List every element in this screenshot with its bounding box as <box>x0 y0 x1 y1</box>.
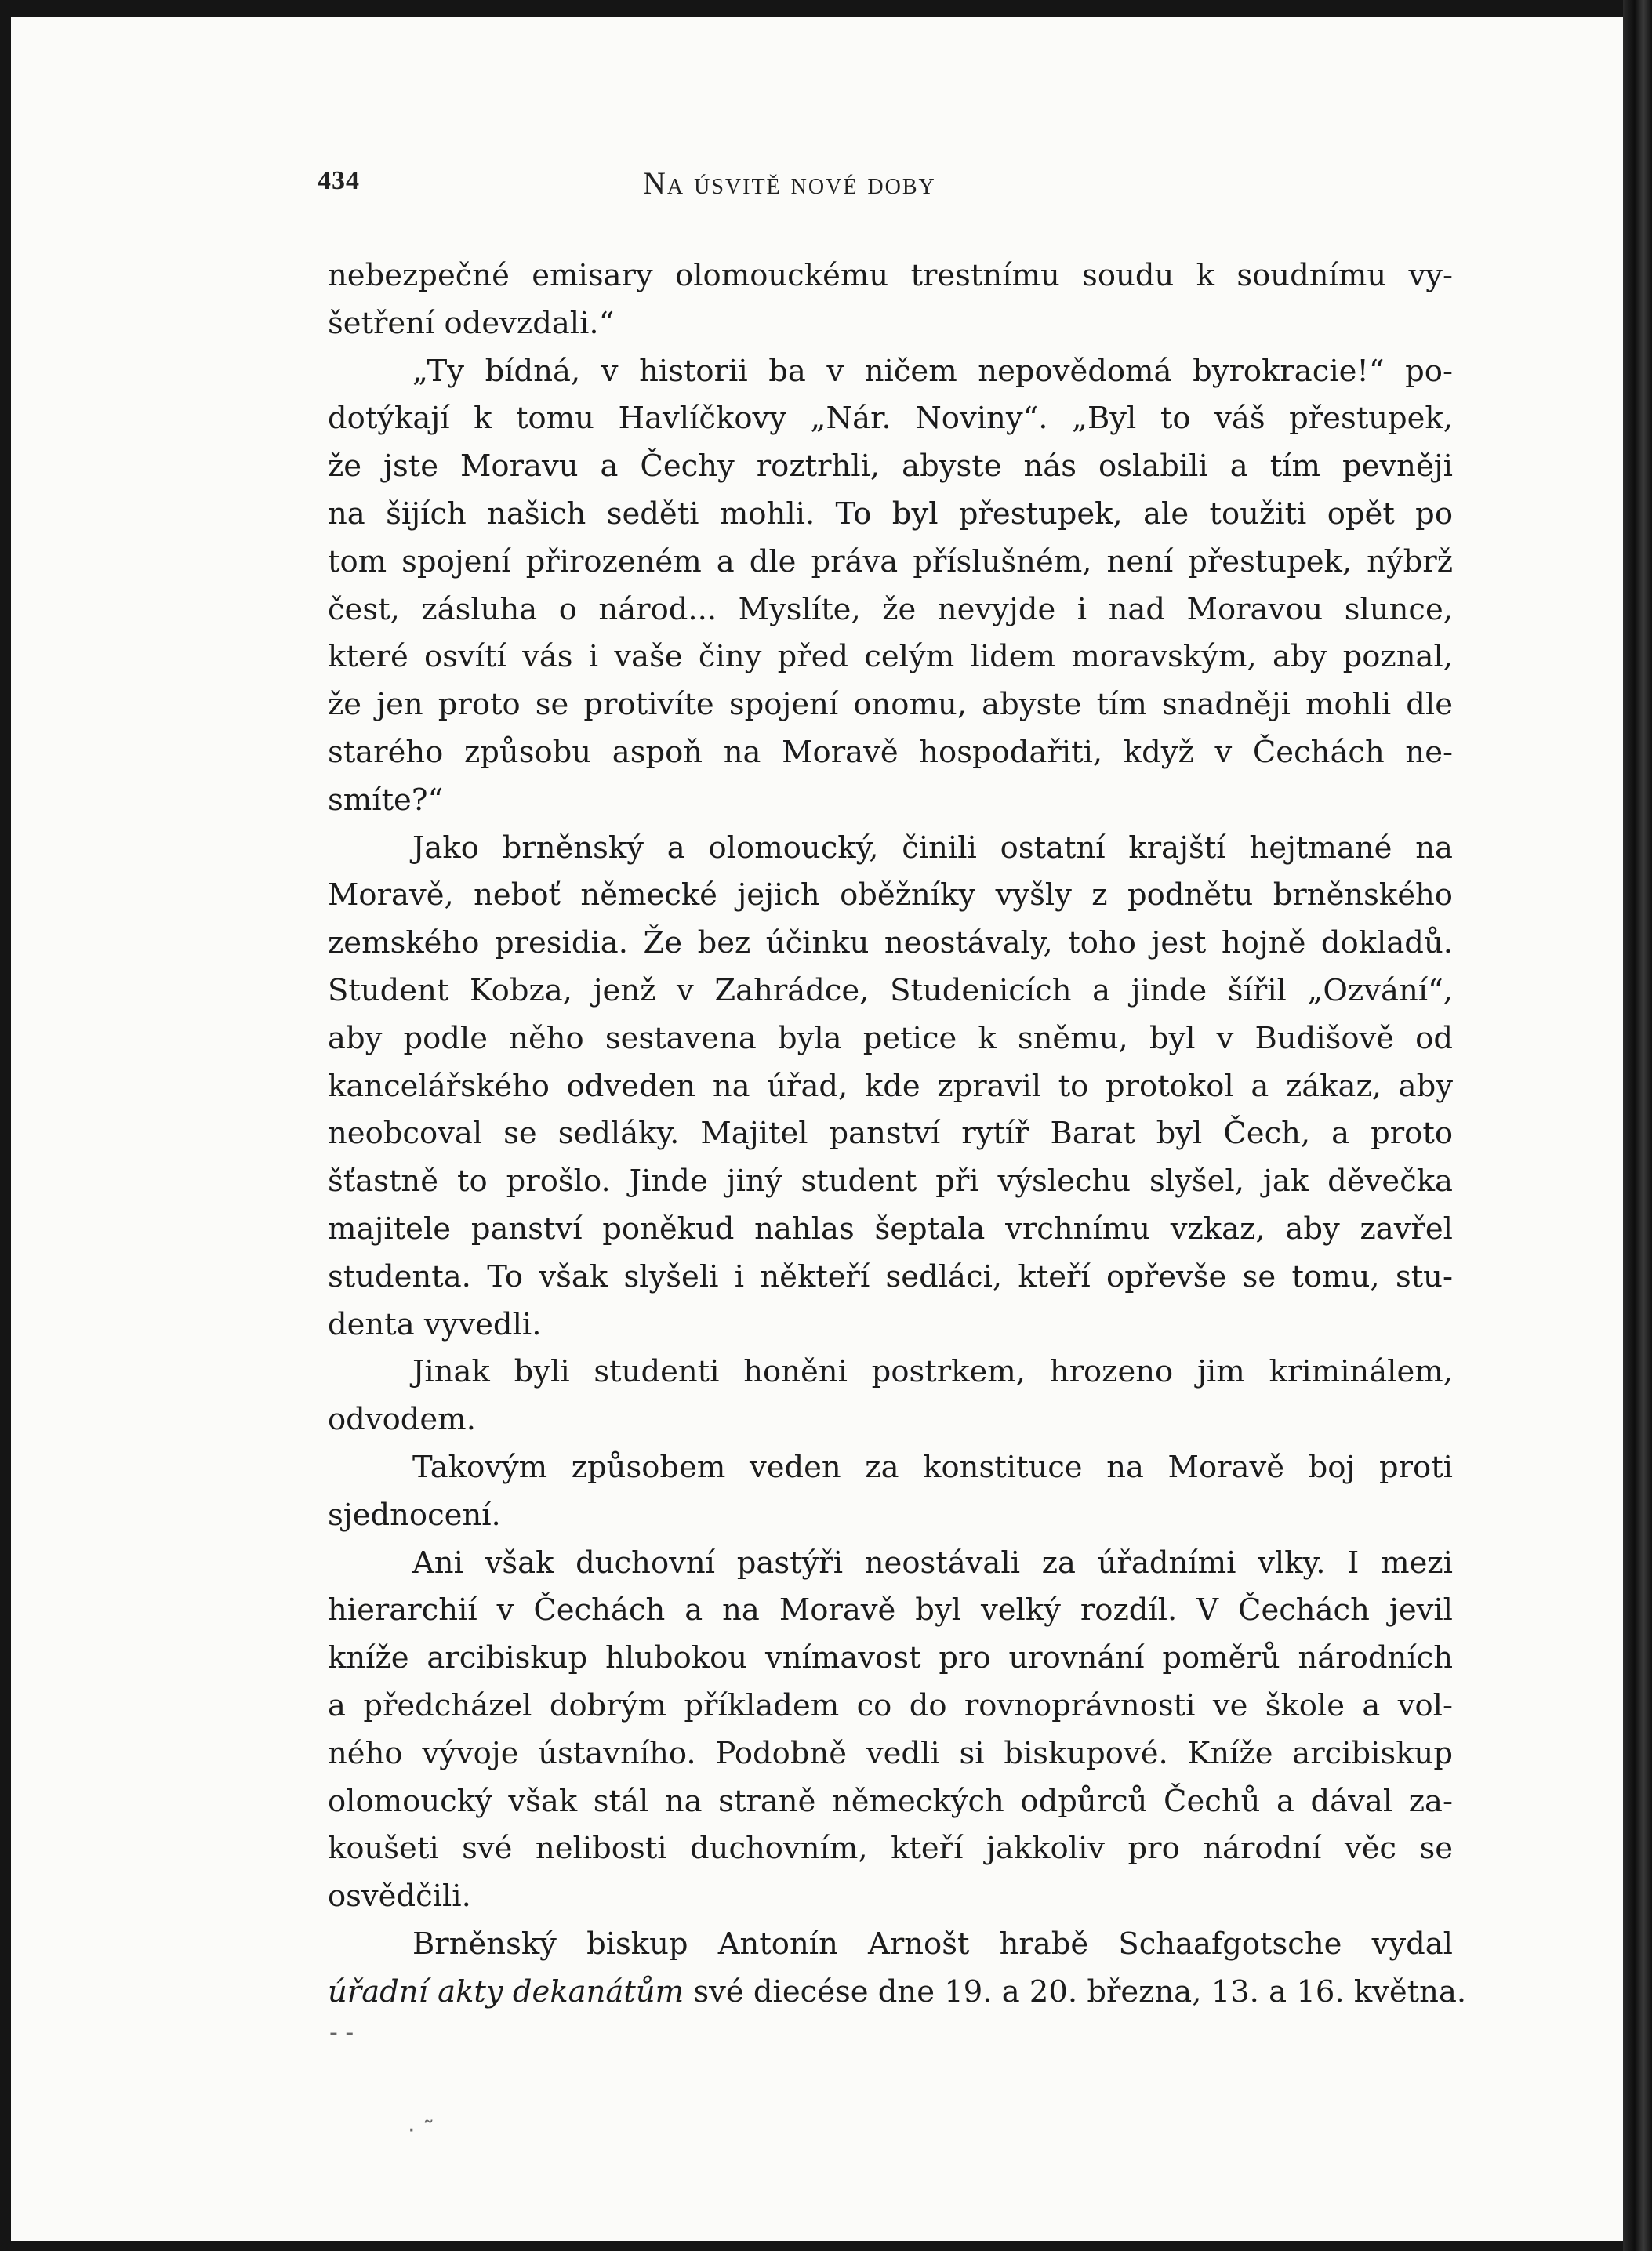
text-line: a předcházel dobrým příkladem co do rovnoprávnosti ve škole a vol- <box>328 1687 1453 1723</box>
text-line: ného vývoje ústavního. Podobně vedli si biskupové. Kníže arcibiskup <box>328 1735 1453 1771</box>
text-line: majitele panství poněkud nahlas šeptala vrchnímu vzkaz, aby zavřel <box>328 1211 1453 1247</box>
scan-speck: · ˜ <box>408 2117 435 2144</box>
scan-speck: ‐ ‐ <box>329 2019 354 2046</box>
text-line: kancelářského odveden na úřad, kde zpravil to protokol a zákaz, aby <box>328 1068 1453 1104</box>
text-line: na šijích našich seděti mohli. To byl přestupek, ale toužiti opět po <box>328 496 1453 532</box>
text-line: které osvítí vás i vaše činy před celým lidem moravským, aby poznal, <box>328 639 1453 675</box>
text-line: starého způsobu aspoň na Moravě hospodařiti, když v Čechách ne- <box>328 734 1453 770</box>
running-title: Na úsvitě nové doby <box>643 165 936 201</box>
text-line: denta vyvedli. <box>328 1306 542 1342</box>
text-line: smíte?“ <box>328 782 444 818</box>
text-line: studenta. To však slyšeli i někteří sedláci, kteří opřevše se tomu, stu- <box>328 1258 1453 1294</box>
text-line-final <box>328 1969 1467 2017</box>
text-line: nebezpečné emisary olomouckému trestnímu soudu k soudnímu vy- <box>328 258 1453 293</box>
text-line-rest: své diecése dne 19. a 20. března, 13. a 16. května. <box>684 1973 1467 2010</box>
body-text <box>328 252 1467 2016</box>
text-line: olomoucký však stál na straně německých odpůrců Čechů a dával za- <box>328 1783 1453 1819</box>
page-edge-shadow <box>1623 0 1652 2251</box>
text-line: kníže arcibiskup hlubokou vnímavost pro urovnání poměrů národních <box>328 1640 1453 1676</box>
page-number: 434 <box>318 166 360 195</box>
text-line: koušeti své nelibosti duchovním, kteří jakkoliv pro národní věc se <box>328 1831 1453 1867</box>
text-line: Ani však duchovní pastýři neostávali za úřadními vlky. I mezi <box>412 1545 1453 1581</box>
text-line: Student Kobza, jenž v Zahrádce, Studenicích a jinde šířil „Ozvání“, <box>328 972 1453 1008</box>
text-line: odvodem. <box>328 1402 476 1438</box>
text-line: šetření odevzdali.“ <box>328 305 615 341</box>
text-line: že jste Moravu a Čechy roztrhli, abyste nás oslabili a tím pevněji <box>328 448 1453 485</box>
text-line: hierarchií v Čechách a na Moravě byl velký rozdíl. V Čechách jevil <box>328 1592 1453 1628</box>
text-line: že jen proto se protivíte spojení onomu, abyste tím snadněji mohli dle <box>328 687 1453 723</box>
text-line: tom spojení přirozeném a dle práva příslušném, není přestupek, nýbrž <box>328 543 1453 579</box>
text-line: čest, zásluha o národ... Myslíte, že nevyjde i nad Moravou slunce, <box>328 591 1453 627</box>
text-line: dotýkají k tomu Havlíčkovy „Nár. Noviny“. „Byl to váš přestupek, <box>328 401 1453 437</box>
text-line: aby podle něho sestavena byla petice k sněmu, byl v Budišově od <box>328 1020 1453 1056</box>
text-line: šťastně to prošlo. Jinde jiný student při výslechu slyšel, jak děvečka <box>328 1164 1453 1200</box>
text-line: neobcoval se sedláky. Majitel panství rytíř Barat byl Čech, a proto <box>328 1116 1453 1152</box>
text-line: zemského presidia. Že bez účinku neostávaly, toho jest hojně dokladů. <box>328 925 1453 961</box>
text-line: Moravě, neboť německé jejich oběžníky vyšly z podnětu brněnského <box>328 877 1453 913</box>
text-line: Brněnský biskup Antonín Arnošt hrabě Schaafgotsche vydal <box>412 1926 1453 1962</box>
text-line: sjednocení. <box>328 1497 501 1533</box>
text-line: „Ty bídná, v historii ba v ničem nepovědomá byrokracie!“ po- <box>412 353 1453 389</box>
text-line: Jako brněnský a olomoucký, činili ostatní krajští hejtmané na <box>412 830 1453 866</box>
text-line: osvědčili. <box>328 1879 471 1915</box>
text-line: Takovým způsobem veden za konstituce na Moravě boj proti <box>412 1449 1453 1485</box>
text-line: Jinak byli studenti honěni postrkem, hrozeno jim kriminálem, <box>412 1354 1453 1390</box>
italic-phrase: úřadní akty dekanátům <box>328 1973 684 2010</box>
